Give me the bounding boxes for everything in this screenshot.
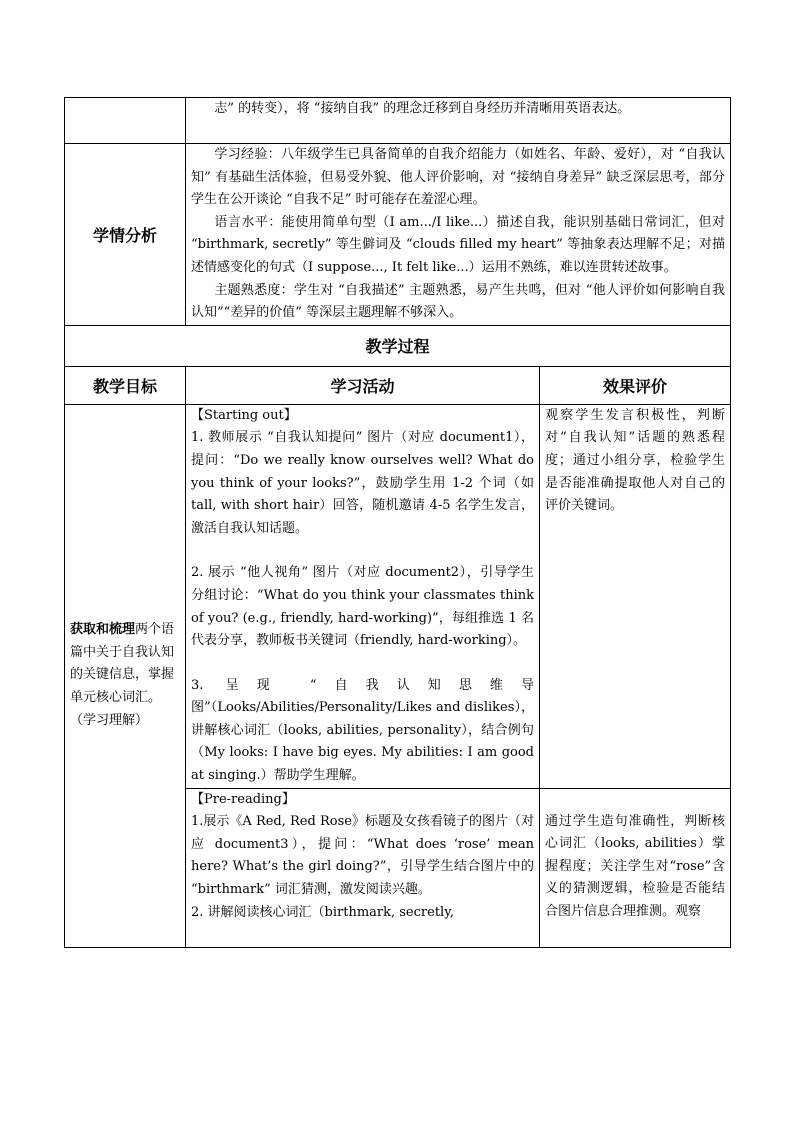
pre-reading-evaluation xyxy=(540,788,731,947)
continued-paragraph: 志” 的转变），将 “接纳自我” 的理念迁移到自身经历并清晰用英语表达。 xyxy=(214,101,631,116)
pre-reading-item-1: 1.展示《A Red, Red Rose》标题及女孩看镜子的图片（对应 document3），提问：“What does ‘rose’ mean here? What’s the girl doing?”，引导学生结合图片中的 “birthmark” 词汇猜测，激发阅读兴趣。 xyxy=(191,814,534,898)
pre-reading-activity xyxy=(186,788,540,947)
continued-text xyxy=(186,98,731,144)
starting-out-item-2: 2. 展示 “他人视角” 图片（对应 document2），引导学生分组讨论：“What do you think your classmates think of you? (e.g., friendly, hard-working)”，每组推选 1 名代表分享，教师板书关键词（friendly, hard-working）。 xyxy=(191,565,534,649)
goal-text: 两个语篇中关于自我认知的关键信息，掌握单元核心词汇。（学习理解） xyxy=(70,622,175,728)
header-goal: 教学目标 xyxy=(65,366,186,404)
column-header-row xyxy=(65,366,731,404)
goal-bold-text: 获取和梳理 xyxy=(70,622,136,638)
pre-reading-heading: 【Pre-reading】 xyxy=(191,791,295,807)
empty-cell xyxy=(65,98,186,144)
lesson-plan-table xyxy=(64,97,731,948)
starting-out-activity xyxy=(186,404,540,788)
learning-analysis-content xyxy=(186,144,731,326)
teaching-goal-cell xyxy=(65,404,186,947)
spacer xyxy=(191,540,534,562)
learning-analysis-label: 学情分析 xyxy=(65,144,186,326)
header-evaluation: 效果评价 xyxy=(540,366,731,404)
continued-row xyxy=(65,98,731,144)
language-level-paragraph: 语言水平：能使用简单句型（I am.../I like...）描述自我，能识别基础日常词汇，但对 “birthmark, secretly” 等生僻词及 “clouds filled my heart” 等抽象表达理解不足；对描述情感变化的句式（I suppose..., It felt like...）运用不熟练，难以连贯转述故事。 xyxy=(191,214,726,275)
starting-out-heading: 【Starting out】 xyxy=(191,407,297,423)
starting-out-item-1: 1. 教师展示 “自我认知提问” 图片（对应 document1），提问：“Do we really know ourselves well? What do you think of your looks?”，鼓励学生用 1-2 个词（如 tall, with short hair）回答，随机邀请 4-5 名学生发言，激活自我认知话题。 xyxy=(191,430,534,536)
learning-experience-paragraph: 学习经验：八年级学生已具备简单的自我介绍能力（如姓名、年龄、爱好），对 “自我认知” 有基础生活体验，但易受外貌、他人评价影响，对 “接纳自身差异” 缺乏深层思考，部分学生在公开谈论 “自我不足” 时可能存在羞涩心理。 xyxy=(191,147,726,208)
process-title-row xyxy=(65,325,731,366)
spacer xyxy=(191,653,534,675)
pre-reading-item-2: 2. 讲解阅读核心词汇（birthmark, secretly, xyxy=(191,904,454,920)
pre-reading-evaluation-text: 通过学生造句准确性，判断核心词汇（looks, abilities）掌握程度；关注学生对“rose”含义的猜测逻辑，检验是否能结合图片信息合理推测。观察 xyxy=(545,813,726,920)
header-activity: 学习活动 xyxy=(186,366,540,404)
process-title: 教学过程 xyxy=(65,325,731,366)
starting-out-item-3: 3. 呈现 “自我认知思维导图”（Looks/Abilities/Personality/Likes and dislikes），讲解核心词汇（looks, abilities, personality），结合例句（My looks: I have big eyes. My abilities: I am good at singing.）帮助学生理解。 xyxy=(191,677,534,784)
starting-out-evaluation: 观察学生发言积极性，判断对“自我认知”话题的熟悉程度；通过小组分享，检验学生是否能准确提取他人对自己的评价关键词。 xyxy=(540,404,731,788)
starting-out-row xyxy=(65,404,731,788)
learning-analysis-row xyxy=(65,144,731,326)
theme-familiarity-paragraph: 主题熟悉度：学生对 “自我描述” 主题熟悉，易产生共鸣，但对 “他人评价如何影响自我认知”“差异的价值” 等深层主题理解不够深入。 xyxy=(191,282,726,321)
